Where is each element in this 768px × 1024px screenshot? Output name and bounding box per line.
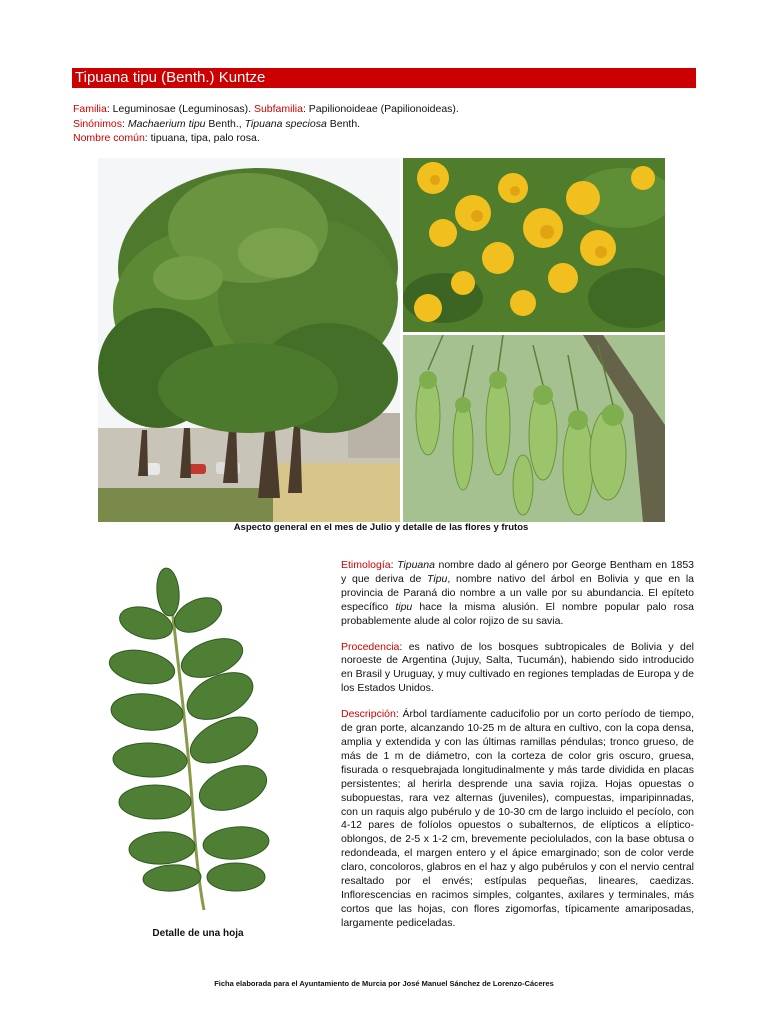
etimologia-italic: Tipuana <box>397 559 435 571</box>
familia-line <box>73 102 693 117</box>
etimologia-text: hace la misma alusión. El nombre popular palo rosa probablemente alude al color rojizo de su savia. <box>341 600 694 627</box>
etimologia-italic: Tipu <box>427 572 448 585</box>
subfamilia-value: : Papilionoideae (Papilionoideas). <box>302 103 459 115</box>
etimologia-text: , nombre nativo del árbol en Bolivia y que en la provincia de Paraná dio nombre a un valle por su abundancia. El epíteto específico <box>341 572 694 613</box>
etimologia-label: Etimología <box>341 559 391 571</box>
leaf-caption: Detalle de una hoja <box>152 928 244 939</box>
page-title: Tipuana tipu (Benth.) Kuntze <box>75 69 266 86</box>
familia-value: : Leguminosae (Leguminosas). <box>106 103 254 115</box>
etimologia-text: : <box>390 559 398 571</box>
procedencia-text: : es nativo de los bosques subtropicales de Bolivia y del noroeste de Argentina (Jujuy, Salta, Tucumán), habiendo sido introducido en Brasil y Uruguay, y muy cultivado en regiones templadas de Europa y de los Estados Unidos. <box>341 640 694 695</box>
familia-label: Familia <box>73 103 107 115</box>
sinonimos-label: Sinónimos <box>73 117 123 130</box>
descripcion-text: : Árbol tardíamente caducifolio por un corto período de tiempo, de gran porte, alcanzando 10-25 m de altura en cultivo, con la copa densa, amplia y extendida y con las últimas ramillas péndulas; tronco grueso, de más de 1 m de diámetro, con la corteza de color gris oscuro, gruesa, fisurada o resquebrajada longitudinalmente y más tarde dividida en placas persistentes; al herirla desprende una savia rojiza. Hojas opuestas o subopuestas, rara vez alternas (juveniles), compuestas, imparipinnadas, con un raquis algo pubérulo y de 10-30 cm de largo incluido el pecíolo, con 4-12 pares de folíolos opuestos o subalternos, de elípticos a elíptico-oblongos, de 2-5 x 1-2 cm, brevemente peciolulados, con la base obtusa o redondeada, el margen entero y el ápice emarginado; son de color verde claro, concoloros, glabros en el haz y algo pubérulos y con el nervio central resaltado por el envés; estípulas pequeñas, lineares, caedizas. Inflorescencias en racimos simples, colgantes, axilares y terminales, más cortos que las hojas, con flores zigomorfas, típicamente amariposadas, largamente pediceladas. <box>341 708 694 929</box>
sinonimos-sep: : <box>122 117 128 130</box>
nombre-comun-label: Nombre común <box>73 132 145 144</box>
title-bar <box>72 68 696 88</box>
flowers-photo <box>403 158 665 332</box>
nombre-comun-value: : tipuana, tipa, palo rosa. <box>144 132 260 144</box>
taxonomy-block <box>73 102 693 146</box>
flowers-illustration <box>403 158 665 332</box>
sinonimos-sep: Benth., <box>205 117 245 130</box>
etimologia-paragraph <box>341 559 694 629</box>
leaf-illustration <box>100 560 290 920</box>
descripcion-paragraph <box>341 708 694 931</box>
procedencia-paragraph <box>341 641 694 697</box>
synonym-2: Tipuana speciosa <box>244 117 327 130</box>
description-column <box>341 559 694 943</box>
photo-caption: Aspecto general en el mes de Julio y detalle de las flores y frutos <box>233 522 529 533</box>
nombre-line <box>73 131 693 146</box>
synonym-1: Machaerium tipu <box>127 117 206 130</box>
etimologia-italic: tipu <box>395 600 413 613</box>
footer-credit: Ficha elaborada para el Ayuntamiento de Murcia por José Manuel Sánchez de Lorenzo-Cáceres <box>214 979 554 988</box>
pods-illustration <box>403 335 665 522</box>
tree-illustration <box>98 158 400 522</box>
etimologia-text: nombre dado al género por George Bentham en 1853 y que deriva de <box>341 559 695 585</box>
procedencia-label: Procedencia <box>341 640 400 653</box>
subfamilia-label: Subfamilia <box>253 103 303 115</box>
sinonimos-line <box>73 117 693 132</box>
sinonimos-sep: Benth. <box>326 117 361 130</box>
leaf-image <box>100 560 290 920</box>
pods-photo <box>403 335 665 522</box>
descripcion-label: Descripción <box>341 708 396 721</box>
tree-photo <box>98 158 400 522</box>
